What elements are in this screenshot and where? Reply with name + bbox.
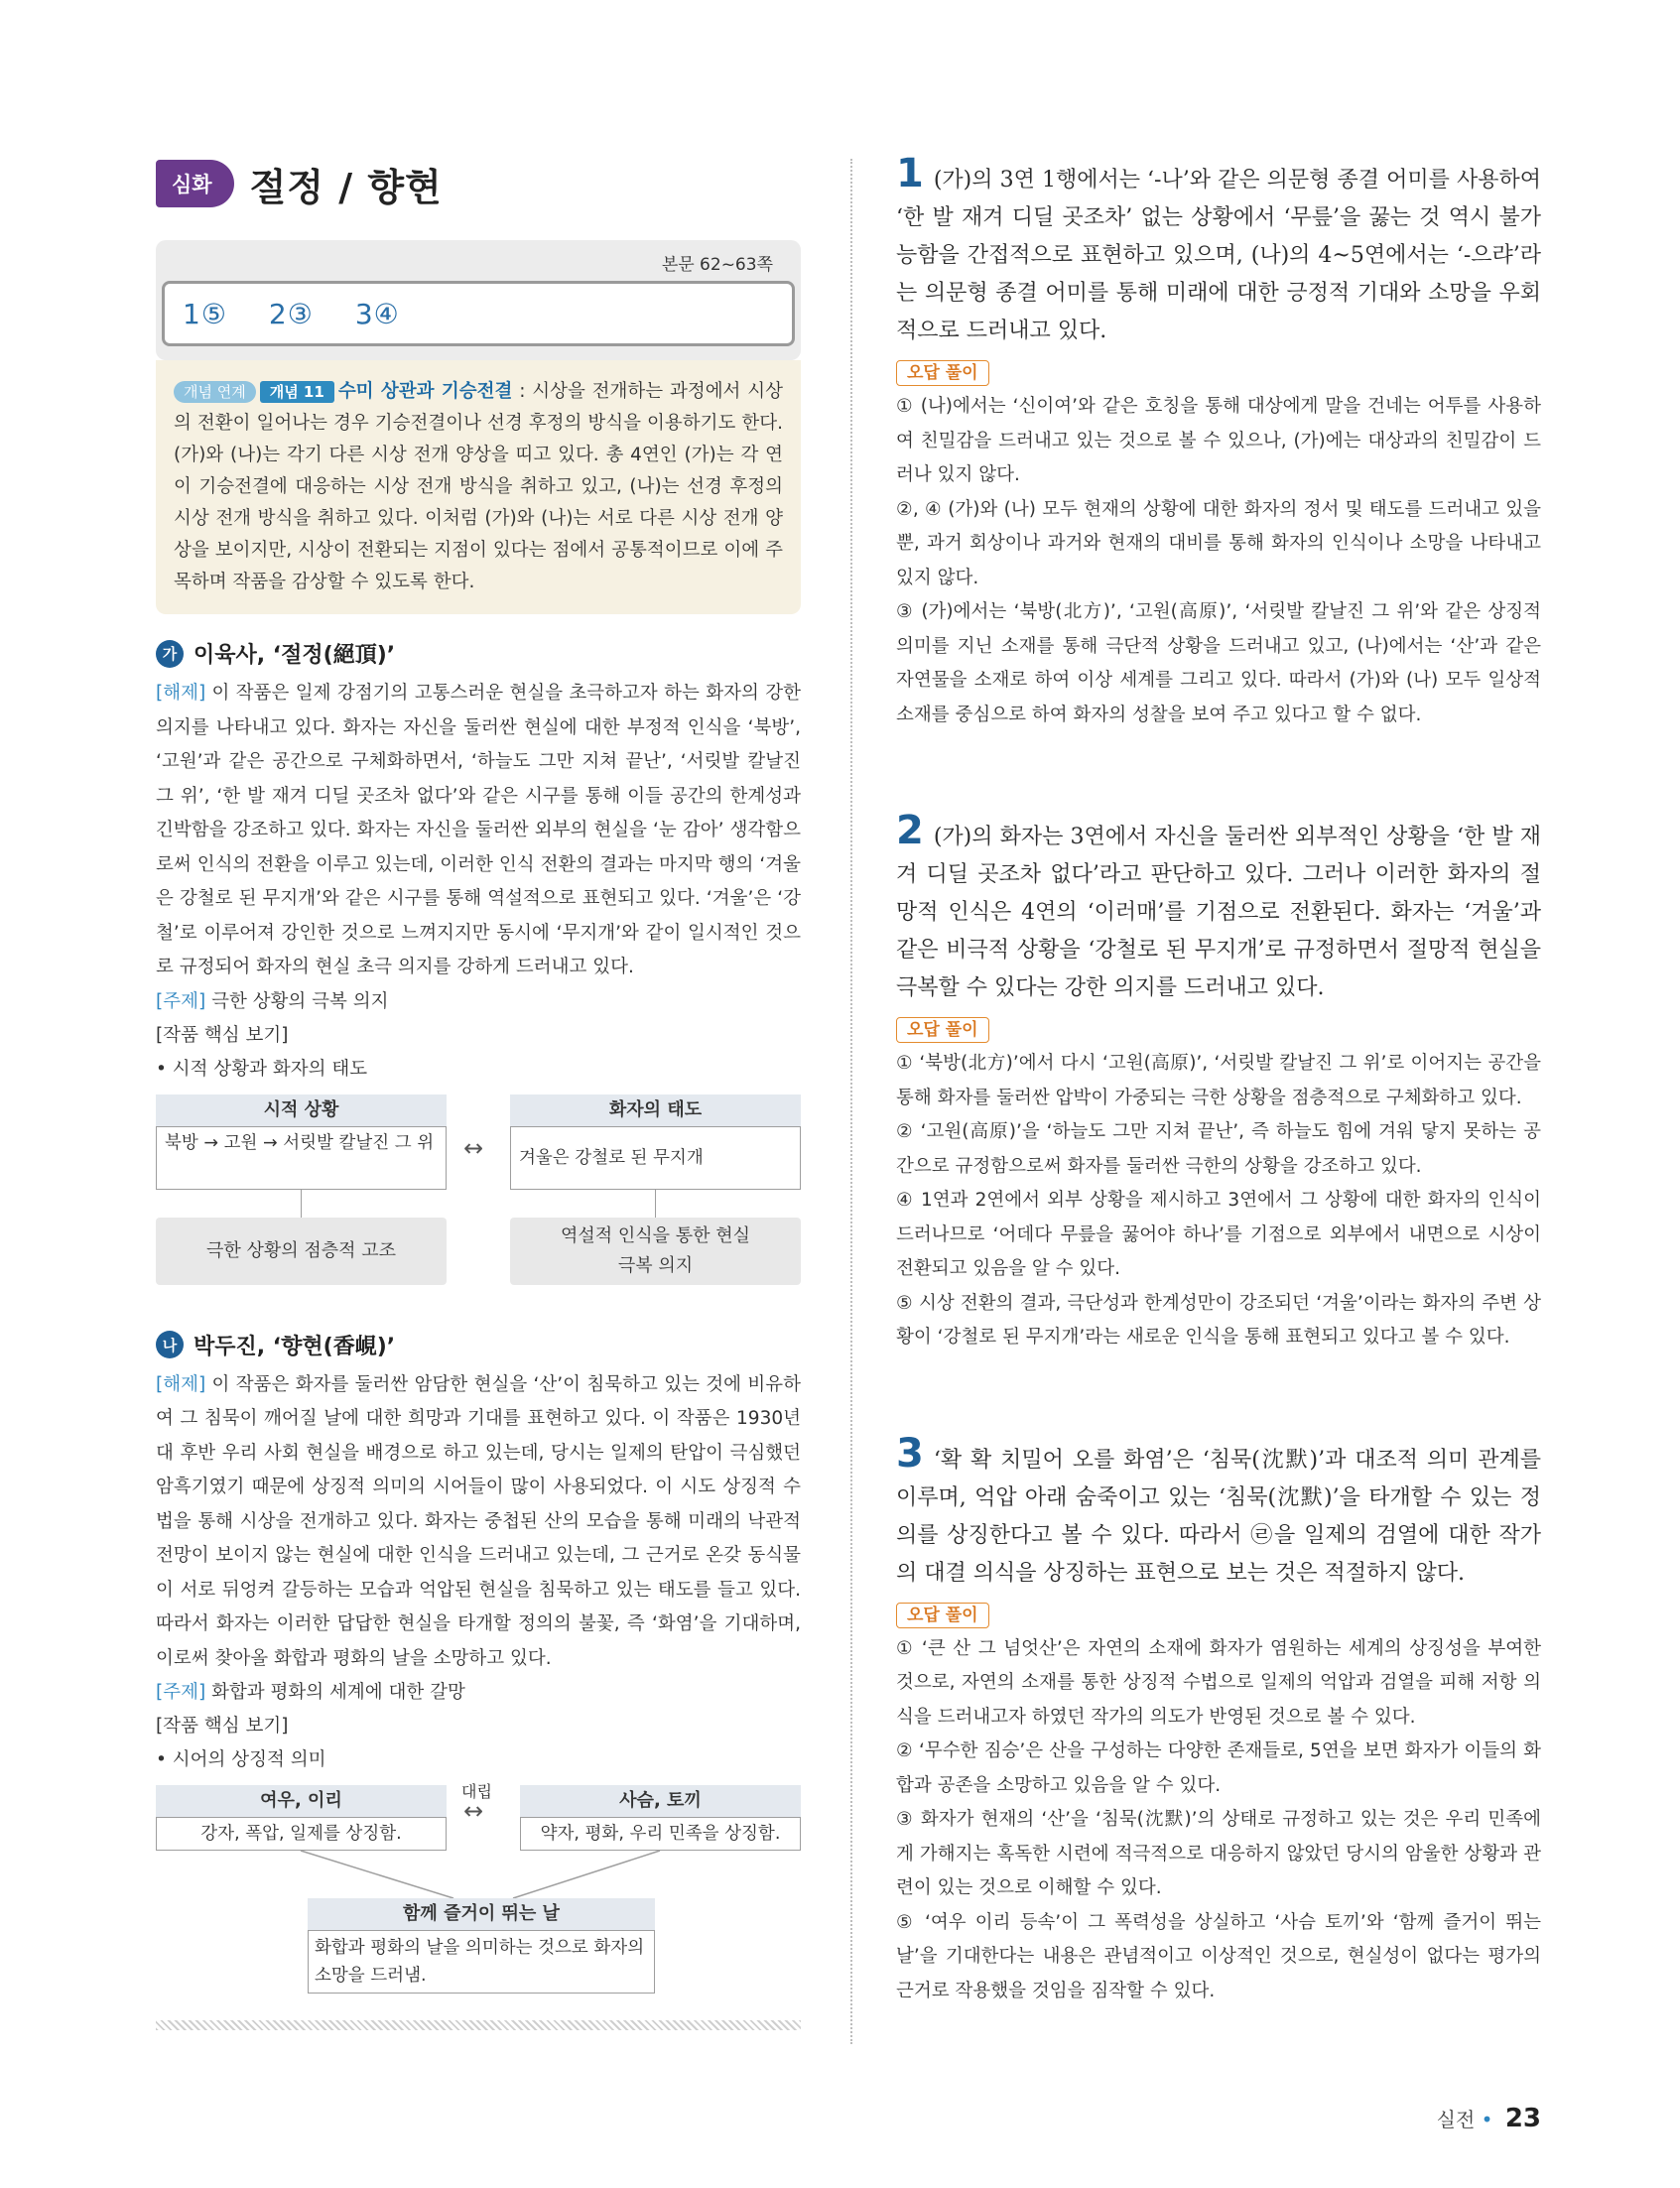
- theme-text: 화합과 평화의 세계에 대한 갈망: [205, 1682, 465, 1703]
- theme-ga: [156, 985, 801, 1019]
- question-number: 1: [896, 151, 924, 196]
- page-number: 23: [1504, 2104, 1541, 2133]
- wrong-answer-point: ① ‘큰 산 그 넘엇산’은 자연의 소재에 화자가 염원하는 세계의 상징성을 부여한 것으로, 자연의 소재를 통한 상징적 수법으로 일제의 억압과 검열을 피해 저항 의식을 드러내고자 하였던 작가의 의도가 반영된 것으로 볼 수 있다.: [896, 1637, 1541, 1728]
- diagram-head-bottom: 함께 즐거이 뛰는 날: [308, 1898, 655, 1930]
- theme-na: [156, 1676, 801, 1710]
- wrong-answer-point: ③ (가)에서는 ‘북방(北方)’, ‘고원(高原)’, ‘서릿발 칼날진 그 위’와 같은 상징적 의미를 지닌 소재를 통해 극단적 상황을 드러내고 있고, (나)에서는 ‘산’과 같은 자연물을 소재로 하여 이상 세계를 그리고 있다. 따라서 (가)와 (나) 모두 일상적 소재를 중심으로 하여 화자의 성찰을 보여 주고 있다고 할 수 없다.: [896, 601, 1541, 725]
- answer-item: 3④: [354, 297, 400, 330]
- haeje-na: [156, 1368, 801, 1677]
- connector-left: [301, 1190, 302, 1218]
- page-header: [156, 149, 801, 218]
- theme-label: [주제]: [156, 990, 206, 1012]
- marker-ga-icon: 가: [156, 640, 184, 668]
- diagram-head-right: 화자의 태도: [510, 1094, 801, 1126]
- diagram-head-left: 여우, 이리: [156, 1785, 447, 1817]
- answer-page-ref: 본문 62~63쪽: [661, 255, 773, 275]
- work-title-text: 이육사, ‘절정(絕頂)’: [194, 643, 396, 668]
- wrong-answer-point: ① ‘북방(北方)’에서 다시 ‘고원(高原)’, ‘서릿발 칼날진 그 위’로 이어지는 공간을 통해 화자를 둘러싼 압박이 가중되는 극한 상황을 점층적으로 구체화하고 있다.: [896, 1053, 1541, 1108]
- wrong-answer-point: ② ‘무수한 짐승’은 산을 구성하는 다양한 존재들로, 5연을 보면 화자가 이들의 화합과 공존을 소망하고 있음을 알 수 있다.: [896, 1740, 1541, 1796]
- diagram-result-left: 극한 상황의 점층적 고조: [156, 1218, 447, 1285]
- diagram-box-bottom: 화합과 평화의 날을 의미하는 것으로 화자의 소망을 드러냄.: [308, 1930, 655, 1994]
- concept-link-tag: 개념 연계: [174, 381, 256, 403]
- theme-label: [주제]: [156, 1682, 206, 1703]
- footer-label: 실전: [1436, 2108, 1476, 2131]
- question-number: 2: [896, 808, 924, 853]
- core-label-na: [작품 핵심 보기]: [156, 1716, 289, 1737]
- page-title: 절정 / 향현: [249, 165, 443, 209]
- answer-item: 2③: [268, 297, 314, 330]
- work-title-na: [156, 1330, 801, 1360]
- question-text: ‘확 확 치밀어 오를 화염’은 ‘침묵(沈默)’과 대조적 의미 관계를 이루며, 억압 아래 숨죽이고 있는 ‘침묵(沈默)’을 타개할 수 있는 정의를 상징한다고 볼 수 있다. 따라서 ㉣을 일제의 검열에 대한 작가의 대결 의식을 상징하는 표현으로 보는 것은 적절하지 않다.: [896, 1447, 1541, 1586]
- diagram-box-left: 강자, 폭압, 일제를 상징함.: [156, 1817, 447, 1851]
- wrong-answer-point: ① (나)에서는 ‘신이여’와 같은 호칭을 통해 대상에게 말을 건네는 어투를 사용하여 친밀감을 드러내고 있는 것으로 볼 수 있으나, (가)에는 대상과의 친밀감이 드러나 있지 않다.: [896, 396, 1541, 485]
- column-divider: [850, 159, 852, 2044]
- work-title-ga: [156, 638, 801, 669]
- bullet-na: • 시어의 상징적 의미: [156, 1749, 326, 1770]
- double-arrow-icon: ↔: [463, 1797, 484, 1825]
- question-3-explanation: [896, 1430, 1541, 1593]
- question-1-explanation: [896, 151, 1541, 350]
- marker-na-icon: 나: [156, 1331, 184, 1358]
- question-2-explanation: [896, 808, 1541, 1007]
- haeje-ga: [156, 677, 801, 985]
- concept-body: : 시상을 전개하는 과정에서 시상의 전환이 일어나는 경우 기승전결이나 선경 후정의 방식을 이용하기도 한다. (가)와 (나)는 각기 다른 시상 전개 양상을 띠고 있다. 총 4연인 (가)는 각 연이 기승전결에 대응하는 시상 전개 방식을 취하고 있고, (나)는 선경 후정의 시상 전개 방식을 취하고 있다. 이처럼 (가)와 (나)는 서로 다른 시상 전개 양상을 보이지만, 시상이 전환되는 지점이 있다는 점에서 공통적이므로 이에 주목하며 작품을 감상할 수 있도록 한다.: [174, 381, 783, 592]
- diagram-box-right: 약자, 평화, 우리 민족을 상징함.: [520, 1817, 801, 1851]
- wrong-answer-point: ③ 화자가 현재의 ‘산’을 ‘침묵(沈默)’의 상태로 규정하고 있는 것은 우리 민족에게 가해지는 혹독한 시련에 적극적으로 대응하지 않았던 당시의 암울한 상황과 관련이 있는 것으로 이해할 수 있다.: [896, 1809, 1541, 1898]
- diagram-result-right: 역설적 인식을 통한 현실 극복 의지: [510, 1218, 801, 1285]
- wrong-answer-badge: 오답 풀이: [896, 1603, 989, 1628]
- diagram-box-right: 겨울은 강철로 된 무지개: [510, 1126, 801, 1190]
- wrong-answer-badge: 오답 풀이: [896, 360, 989, 386]
- answer-list: [162, 281, 795, 346]
- merge-lines: [156, 1851, 801, 1900]
- connector-right: [655, 1190, 656, 1218]
- diagram-head-left: 시적 상황: [156, 1094, 447, 1126]
- concept-number-tag: 개념 11: [260, 381, 334, 403]
- diagram-na: [156, 1782, 801, 1986]
- haeje-label: [해제]: [156, 683, 206, 704]
- bottom-pattern-strip: [156, 2020, 801, 2030]
- wrong-answer-badge: 오답 풀이: [896, 1017, 989, 1043]
- wrong-answer-point: ⑤ 시상 전환의 결과, 극단성과 한계성만이 강조되던 ‘겨울’이라는 화자의 주변 상황이 ‘강철로 된 무지개’라는 새로운 인식을 통해 표현되고 있다고 볼 수 있다.: [896, 1292, 1541, 1348]
- theme-text: 극한 상황의 극복 의지: [205, 990, 389, 1012]
- section-badge: 심화: [156, 160, 234, 207]
- work-title-text: 박두진, ‘향현(香峴)’: [194, 1334, 396, 1359]
- diagram-ga: [156, 1094, 801, 1288]
- haeje-label: [해제]: [156, 1373, 206, 1395]
- wrong-answer-point: ④ 1연과 2연에서 외부 상황을 제시하고 3연에서 그 상황에 대한 화자의 인식이 드러나므로 ‘어데다 무릎을 꿇어야 하나’를 기점으로 외부에서 내면으로 시상이 전환되고 있음을 알 수 있다.: [896, 1190, 1541, 1279]
- answer-box: [156, 240, 801, 360]
- right-column: [896, 149, 1541, 2008]
- question-number: 3: [896, 1430, 924, 1477]
- concept-box: [156, 360, 801, 614]
- wrong-answer-point: ②, ④ (가)와 (나) 모두 현재의 상황에 대한 화자의 정서 및 태도를 드러내고 있을 뿐, 과거 회상이나 과거와 현재의 대비를 통해 화자의 인식이나 소망을 나타내고 있지 않다.: [896, 498, 1541, 588]
- wrong-answer-point: ② ‘고원(高原)’을 ‘하늘도 그만 지쳐 끝난’, 즉 하늘도 힘에 겨워 닿지 못하는 공간으로 규정함으로써 화자를 둘러싼 극한의 상황을 강조하고 있다.: [896, 1121, 1541, 1177]
- core-label-ga: [작품 핵심 보기]: [156, 1024, 289, 1046]
- conflict-label: 대립: [461, 1782, 492, 1801]
- wrong-answer-point: ⑤ ‘여우 이리 등속’이 그 폭력성을 상실하고 ‘사슴 토끼’와 ‘함께 즐거이 뛰는 날’을 기대한다는 내용은 관념적이고 이상적인 것으로, 현실성이 없다는 평가의 근거로 작용했을 것임을 짐작할 수 있다.: [896, 1911, 1541, 2001]
- diagram-box-left: 북방 → 고원 → 서릿발 칼날진 그 위: [156, 1126, 447, 1190]
- haeje-text: 이 작품은 화자를 둘러싼 암담한 현실을 ‘산’이 침묵하고 있는 것에 비유하여 그 침묵이 깨어질 날에 대한 희망과 기대를 표현하고 있다. 이 작품은 1930년대 후반 우리 사회 현실을 배경으로 하고 있는데, 당시는 일제의 탄압이 극심했던 암흑기였기 때문에 상징적 의미의 시어들이 많이 사용되었다. 이 시도 상징적 수법을 통해 시상을 전개하고 있다. 화자는 중첩된 산의 모습을 통해 미래의 낙관적 전망이 보이지 않는 현실에 대한 인식을 드러내고 있는데, 그 근거로 온갖 동식물이 서로 뒤엉켜 갈등하는 모습과 억압된 현실을 침묵하고 있는 태도를 들고 있다. 따라서 화자는 이러한 답답한 현실을 타개할 정의의 불꽃, 즉 ‘화염’을 기대하며, 이로써 찾아올 화합과 평화의 날을 소망하고 있다.: [156, 1373, 801, 1669]
- question-text: (가)의 3연 1행에서는 ‘-나’와 같은 의문형 종결 어미를 사용하여 ‘한 발 재겨 디딜 곳조차’ 없는 상황에서 ‘무릎’을 꿇는 것 역시 불가능함을 간접적으로 표현하고 있으며, (나)의 4~5연에서는 ‘-으랴’라는 의문형 종결 어미를 통해 미래에 대한 긍정적 기대와 소망을 우회적으로 드러내고 있다.: [896, 168, 1541, 343]
- question-text: (가)의 화자는 3연에서 자신을 둘러싼 외부적인 상황을 ‘한 발 재겨 디딜 곳조차 없다’라고 판단하고 있다. 그러나 이러한 화자의 절망적 인식은 4연의 ‘이러매’를 기점으로 전환된다. 화자는 ‘겨울’과 같은 비극적 상황을 ‘강철로 된 무지개’로 규정하면서 절망적 현실을 극복할 수 있다는 강한 의지를 드러내고 있다.: [896, 825, 1541, 1000]
- footer-dot-icon: •: [1481, 2108, 1493, 2131]
- bullet-ga: • 시적 상황과 화자의 태도: [156, 1058, 368, 1080]
- concept-heading: 수미 상관과 기승전결: [337, 381, 513, 402]
- page-footer: [1437, 2104, 1541, 2133]
- left-column: [156, 149, 801, 1984]
- answer-item: 1⑤: [183, 297, 227, 330]
- double-arrow-icon: ↔: [463, 1133, 484, 1162]
- haeje-text: 이 작품은 일제 강점기의 고통스러운 현실을 초극하고자 하는 화자의 강한 의지를 나타내고 있다. 화자는 자신을 둘러싼 현실에 대한 부정적 인식을 ‘북방’, ‘고원’과 같은 공간으로 구체화하면서, ‘하늘도 그만 지쳐 끝난’, ‘서릿발 칼날진 그 위’, ‘한 발 재겨 디딜 곳조차 없다’와 같은 시구를 통해 이들 공간의 한계성과 긴박함을 강조하고 있다. 화자는 자신을 둘러싼 외부의 현실을 ‘눈 감아’ 생각함으로써 인식의 전환을 이루고 있는데, 이러한 인식 전환의 결과는 마지막 행의 ‘겨울은 강철로 된 무지개’와 같은 시구를 통해 역설적으로 표현되고 있다. ‘겨울’은 ‘강철’로 이루어져 강인한 것으로 느껴지지만 동시에 ‘무지개’와 같이 일시적인 것으로 규정되어 화자의 현실 초극 의지를 강하게 드러내고 있다.: [156, 683, 801, 977]
- diagram-head-right: 사슴, 토끼: [520, 1785, 801, 1817]
